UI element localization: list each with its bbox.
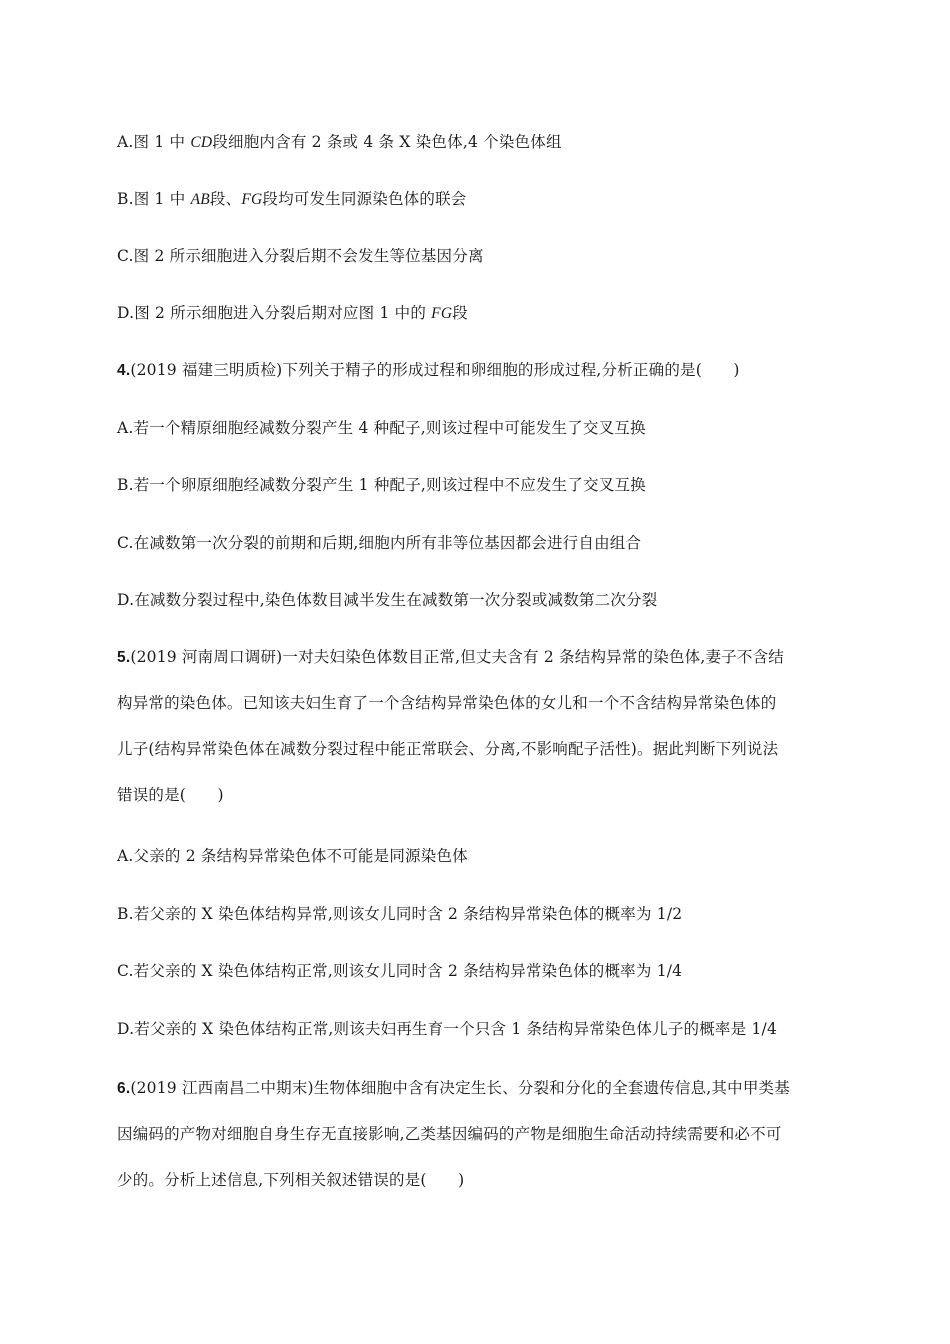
q4-option-b: B.若一个卵原细胞经减数分裂产生 1 种配子,则该过程中不应发生了交叉互换 [117,476,646,494]
q3-option-b-part3: 段均可发生同源染色体的联会 [262,190,467,208]
q3-option-c: C.图 2 所示细胞进入分裂后期不会发生等位基因分离 [117,247,484,265]
q4-option-a: A.若一个精原细胞经减数分裂产生 4 种配子,则该过程中可能发生了交叉互换 [117,419,646,437]
q5-option-a: A.父亲的 2 条结构异常染色体不可能是同源染色体 [117,847,468,865]
q3-option-a-part1: A.图 1 中 [117,133,191,151]
q3-option-a-part2: 段细胞内含有 2 条或 4 条 X 染色体,4 个染色体组 [212,133,562,151]
q3-option-d-part1: D.图 2 所示细胞进入分裂后期对应图 1 中的 [117,304,432,322]
q5-option-c: C.若父亲的 X 染色体结构正常,则该女儿同时含 2 条结构异常染色体的概率为 1/4 [117,962,683,980]
q4-option-d: D.在减数分裂过程中,染色体数目减半发生在减数第一次分裂或减数第二次分裂 [117,591,658,609]
q4-stem [117,359,740,382]
q4-number: 4. [117,362,131,379]
q5-number: 5. [117,649,131,666]
q5-option-b: B.若父亲的 X 染色体结构异常,则该女儿同时含 2 条结构异常染色体的概率为 1/2 [117,905,683,923]
q3-option-b-part2: 段、 [209,190,242,208]
q6-stem-line-1 [117,1077,790,1100]
q5-stem-text-1: (2019 河南周口调研)一对夫妇染色体数目正常,但丈夫含有 2 条结构异常的染色体,妻子不含结 [130,648,784,666]
q4-stem-text: (2019 福建三明质检)下列关于精子的形成过程和卵细胞的形成过程,分析正确的是( ) [130,361,740,379]
q6-stem-line-3: 少的。分析上述信息,下列相关叙述错误的是( ) [117,1171,465,1189]
q3-option-b-segment-ab: AB [190,191,210,208]
q6-number: 6. [117,1080,131,1097]
q5-stem-line-2: 构异常的染色体。已知该夫妇生育了一个含结构异常染色体的女儿和一个不含结构异常染色体的 [117,694,777,712]
q5-option-d: D.若父亲的 X 染色体结构正常,则该夫妇再生育一个只含 1 条结构异常染色体儿子的概率是 1/4 [117,1020,778,1038]
q3-option-b-part1: B.图 1 中 [117,190,191,208]
q5-stem-line-1 [117,646,784,669]
q5-stem-line-4: 错误的是( ) [117,786,224,804]
q3-option-b-segment-fg: FG [241,191,263,208]
q3-option-d [117,302,468,325]
q3-option-d-part2: 段 [452,304,468,322]
q3-option-b [117,188,466,211]
q3-option-a-segment: CD [190,134,213,151]
q6-stem-text-1: (2019 江西南昌二中期末)生物体细胞中含有决定生长、分裂和分化的全套遗传信息,其中甲类基 [130,1079,790,1097]
q3-option-d-segment: FG [431,305,453,322]
q5-stem-line-3: 儿子(结构异常染色体在减数分裂过程中能正常联会、分离,不影响配子活性)。据此判断下列说法 [117,740,779,758]
q4-option-c: C.在减数第一次分裂的前期和后期,细胞内所有非等位基因都会进行自由组合 [117,534,642,552]
q6-stem-line-2: 因编码的产物对细胞自身生存无直接影响,乙类基因编码的产物是细胞生命活动持续需要和必不可 [117,1125,782,1143]
q3-option-a [117,131,562,154]
